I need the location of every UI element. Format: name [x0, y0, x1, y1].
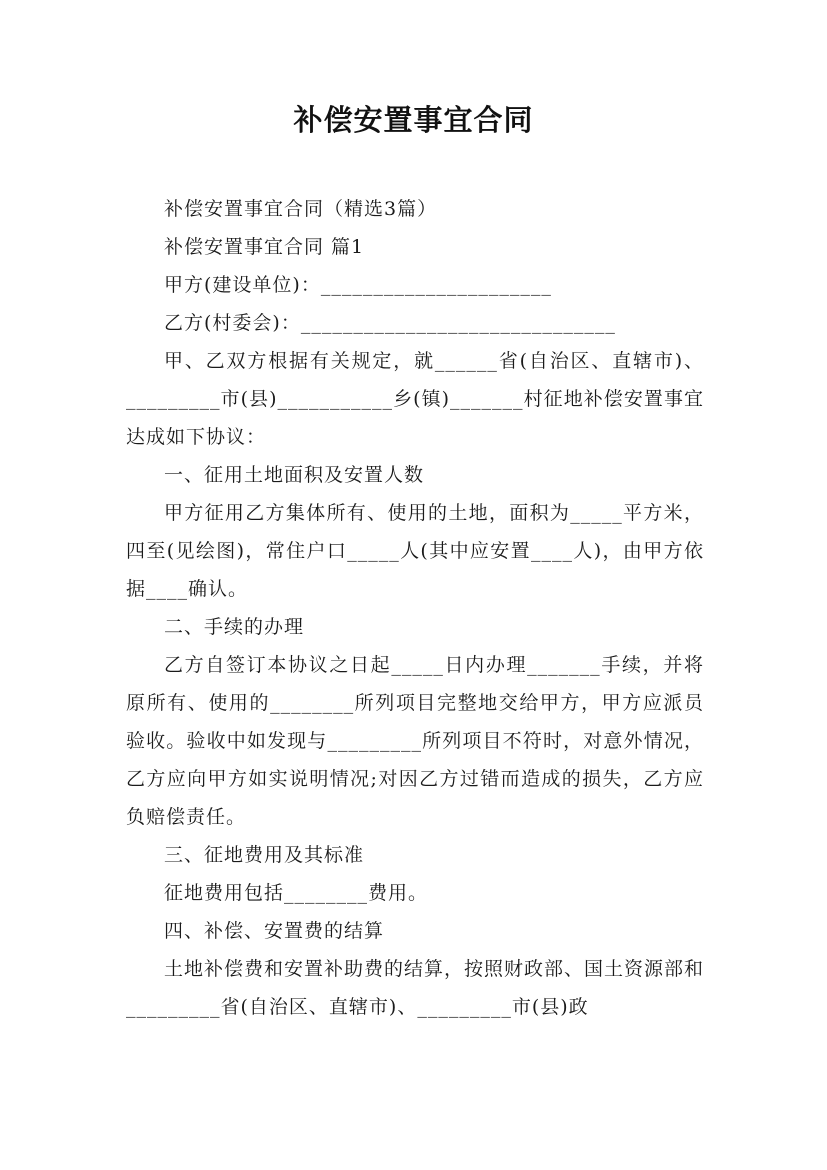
- clause-2-heading: 二、手续的办理: [164, 616, 305, 638]
- document-body: [126, 190, 704, 1026]
- clause-3-paragraph: 征地费用包括________费用。: [164, 882, 429, 904]
- document-title: 补偿安置事宜合同: [293, 103, 534, 137]
- clause-3-heading: 三、征地费用及其标准: [164, 844, 365, 866]
- clause-1-heading: 一、征用土地面积及安置人数: [164, 464, 425, 486]
- section-heading-part1: 补偿安置事宜合同 篇1: [164, 236, 365, 258]
- clause-4-heading: 四、补偿、安置费的结算: [164, 920, 385, 942]
- clause-4-paragraph: 土地补偿费和安置补助费的结算，按照财政部、国土资源部和_________省(自治区、直辖市)、_________市(县)政: [126, 958, 705, 1018]
- clause-2-paragraph: 乙方自签订本协议之日起_____日内办理_______手续，并将原所有、使用的________所列项目完整地交给甲方，甲方应派员验收。验收中如发现与_________所列项目不符时，对意外情况，乙方应向甲方如实说明情况;对因乙方过错而造成的损失，乙方应负赔偿责任。: [126, 654, 704, 828]
- subtitle-paragraph: 补偿安置事宜合同（精选3篇）: [164, 198, 438, 220]
- agreement-intro-paragraph: 甲、乙双方根据有关规定，就______省(自治区、直辖市)、_________市(县)___________乡(镇)_______村征地补偿安置事宜达成如下协议：: [126, 350, 704, 448]
- party-a-line: 甲方(建设单位)：______________________: [164, 274, 552, 296]
- clause-1-paragraph: 甲方征用乙方集体所有、使用的土地，面积为_____平方米，四至(见绘图)，常住户口_____人(其中应安置____人)，由甲方依据____确认。: [126, 502, 704, 600]
- party-b-line: 乙方(村委会)：______________________________: [164, 312, 616, 334]
